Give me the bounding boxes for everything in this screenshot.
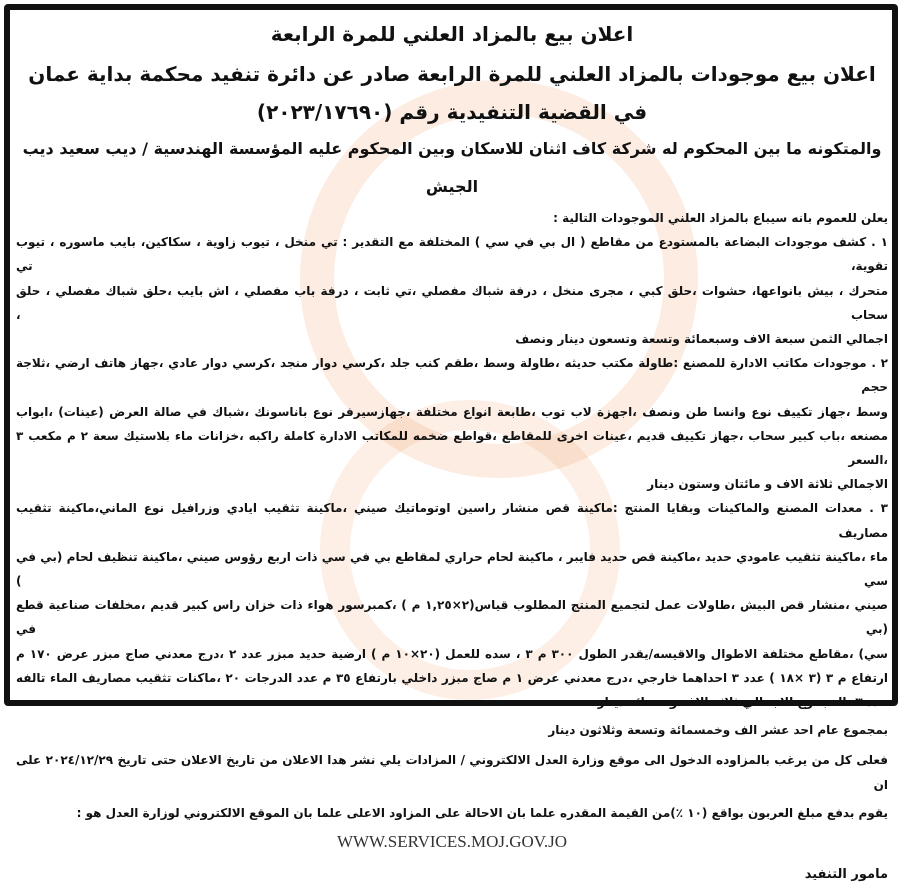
- item-2-line: ٢ . موجودات مكاتب الادارة للمصنع :طاولة مكتب حديثه ،طاولة وسط ،طقم كنب جلد ،كرسي دوار منجد ،كرسي دوار عادي ،جهاز هاتف ارضي ،ثلاجة حجم: [16, 356, 888, 395]
- item-3-line: صيني ،منشار قص البيش ،طاولات عمل لتجميع المنتج المطلوب قياس(٢×١,٢٥ م ) ،كمبرسور هواء ذات خزان راس كبير قديم ،مخلفات صناعية قطع (بي في: [16, 598, 889, 637]
- item-2-line: مصنعه ،باب كبير سحاب ،جهاز تكييف قديم ،عينات اخرى للمقاطع ،قواطع ضخمه للمكاتب الادارة كاملة راكبه ،خزانات ماء بلاستيك سعة ٢ م مكعب ٣ ،السعر: [16, 428, 889, 468]
- item-1-total: اجمالي الثمن سبعة الاف وسبعمائة وتسعة وتسعون دينار ونصف: [515, 332, 888, 347]
- ministry-website-link[interactable]: WWW.SERVICES.MOJ.GOV.JO: [336, 832, 568, 852]
- item-2-line: وسط ،جهاز تكييف نوع وانسا طن ونصف ،اجهزة لاب توب ،طابعة انواع مختلفة ،جهازسيرفر نوع باناسونك ،شباك في صالة العرض (عينات) ،ابواب: [16, 404, 888, 419]
- item-3-line: ٣ . معدات المصنع والماكينات وبقايا المنتج :ماكينة قص منشار راسين اوتوماتيك صيني ،ماكينة تثقيب ايادي وزرافيل نوع الماني،ماكينة تثقيب مصاريف: [16, 501, 888, 540]
- deposit-terms: يقوم بدفع مبلغ العربون بواقع (١٠ ٪)من القيمة المقدره علما بان الاحالة على المزاود الاعلى علما بان الموقع الالكتروني لوزارة العدل هو :: [76, 805, 888, 820]
- parties: والمتكونه ما بين المحكوم له شركة كاف اثنان للاسكان وبين المحكوم عليه المؤسسة الهندسية / ديب سعيد ديب الجيش: [22, 139, 882, 196]
- case-number: في القضية التنفيدية رقم (٢٠٢٣/١٧٦٩٠): [256, 100, 648, 124]
- item-1-line: متحرك ، بيش بانواعها، حشوات ،حلق كبي ، مجرى منخل ، درفة شباك مفصلي ،تي ثابت ، درفة باب مفصلي ، اش بايب ،حلق شباك مفصلي ، حلق سحاب ،: [16, 283, 888, 322]
- item-3-line: ارتفاع م ٣ (٣ ×١٨ ) عدد ٣ احداهما خارجي ،درج معدني عرض ١ م صاج مبزر داخلي بارتفاع ٣٥ م عدد الدرجات ٢٠ ،ماكنات تثقيب مصاريف الماء تالفه: [16, 670, 888, 685]
- notice-subtitle: اعلان بيع موجودات بالمزاد العلني للمرة الرابعة صادر عن دائرة تنفيد محكمة بداية عمان: [28, 62, 876, 86]
- item-3-total: عدد ٣ ،المجموع الاجمالي ثلاثة الاف وستمائة دينار: [597, 695, 888, 710]
- intro-line: يعلن للعموم بانه سيباع بالمزاد العلني الموجودات التالية :: [553, 211, 888, 225]
- item-3-line: سي) ،مقاطع مختلفة الاطوال والاقيسه/يقدر الطول ٣٠٠ م ٣ ، سده للعمل (٢٠×١٠ م ) ارضية حديد مبزر عدد ٢ ،درج معدني صاج مبزر عرض ١٧٠ م: [16, 646, 888, 661]
- notice-title: اعلان بيع بالمزاد العلني للمرة الرابعة: [270, 22, 634, 46]
- item-3-line: ماء ،ماكينة تثقيب عامودي حديد ،ماكينة قص حديد فايبر ، ماكينة لحام حراري لمقاطع بي في سي ذات اربع رؤوس صيني ،ماكينة تنظيف لحام (بي في سي ): [16, 549, 888, 589]
- bidding-instructions: فعلى كل من يرغب بالمزاوده الدخول الى موقع وزارة العدل الالكتروني / المزادات يلي نشر هدا الاعلان من تاريخ الاعلان حتى تاريخ ٢٠٢٤/١٢/٢٩ على ان: [16, 753, 889, 792]
- grand-total: بمجموع عام احد عشر الف وخمسمائة وتسعة وثلاثون دينار: [548, 723, 888, 738]
- item-2-total: الاجمالي ثلاثة الاف و مائتان وستون دينار: [647, 477, 888, 492]
- signature: مامور التنفيد: [804, 867, 888, 882]
- item-1-line: ١ . كشف موجودات البضاعة بالمستودع من مقاطع ( ال بي في سي ) المختلفة مع التقدير : تي منخل ، تيوب زاوية ، سكاكين، بايب ماسوره ، تيوب تقوية، تي: [16, 235, 888, 274]
- auction-notice: [16, 10, 888, 882]
